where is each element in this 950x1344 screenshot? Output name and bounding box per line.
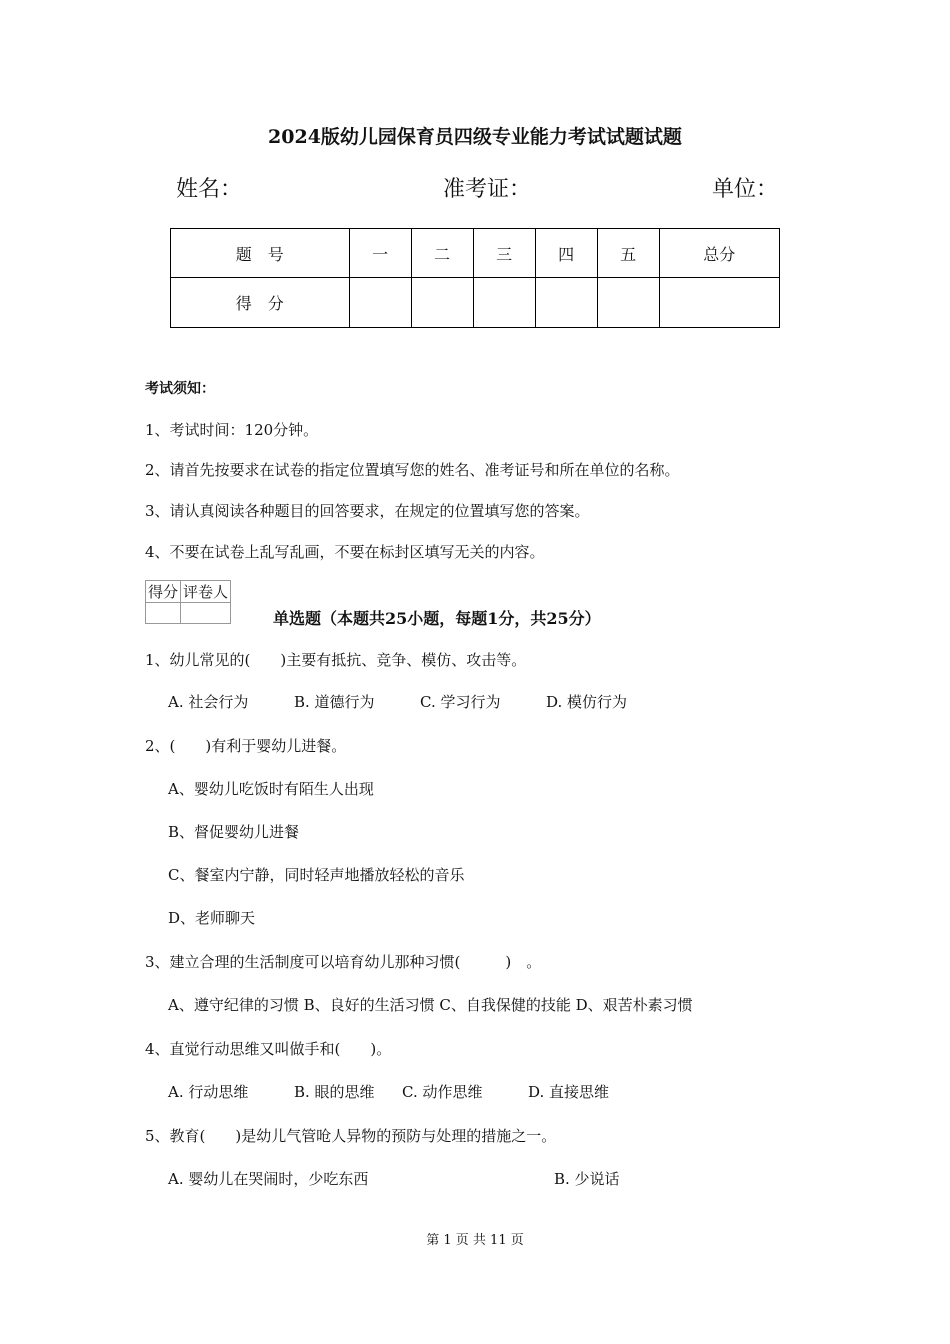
score-cell[interactable] xyxy=(597,278,659,328)
question-2: 2、( )有利于婴幼儿进餐。 xyxy=(145,737,347,755)
question-1: 1、幼儿常见的( )主要有抵抗、竞争、模仿、攻击等。 xyxy=(145,651,527,669)
q2-option-b: B、督促婴幼儿进餐 xyxy=(168,823,300,841)
grader-reviewer-cell[interactable] xyxy=(181,603,231,624)
question-5: 5、教育( )是幼儿气管呛人异物的预防与处理的措施之一。 xyxy=(145,1127,557,1145)
header-cell: 四 xyxy=(535,229,597,278)
q5-option-a: A. 婴幼儿在哭闹时，少吃东西 xyxy=(168,1170,369,1188)
question-3: 3、建立合理的生活制度可以培育幼儿那种习惯( ) 。 xyxy=(145,953,542,971)
header-cell: 总分 xyxy=(659,229,779,278)
page-footer: 第 1 页 共 11 页 xyxy=(426,1233,524,1248)
grader-score-label: 得分 xyxy=(146,581,181,603)
note-item: 1、考试时间：120分钟。 xyxy=(145,421,319,439)
note-item: 2、请首先按要求在试卷的指定位置填写您的姓名、准考证号和所在单位的名称。 xyxy=(145,461,680,479)
score-cell[interactable] xyxy=(535,278,597,328)
grader-score-cell[interactable] xyxy=(146,603,181,624)
q3-options: A、遵守纪律的习惯 B、良好的生活习惯 C、自我保健的技能 D、艰苦朴素习惯 xyxy=(168,996,693,1014)
score-table xyxy=(170,228,780,328)
header-cell: 一 xyxy=(349,229,411,278)
unit-field-label: 单位： xyxy=(712,177,779,202)
q4-option-a: A. 行动思维 xyxy=(168,1083,249,1101)
name-field-label: 姓名： xyxy=(176,177,243,202)
q5-option-b: B. 少说话 xyxy=(554,1170,620,1188)
q1-option-b: B. 道德行为 xyxy=(294,693,375,711)
score-cell[interactable] xyxy=(473,278,535,328)
notes-heading: 考试须知： xyxy=(145,381,215,397)
note-item: 3、请认真阅读各种题目的回答要求，在规定的位置填写您的答案。 xyxy=(145,502,590,520)
header-cell: 三 xyxy=(473,229,535,278)
q4-option-b: B. 眼的思维 xyxy=(294,1083,375,1101)
page-title: 2024版幼儿园保育员四级专业能力考试试题试题 xyxy=(268,126,682,148)
question-4: 4、直觉行动思维又叫做手和( )。 xyxy=(145,1040,392,1058)
header-cell: 题 号 xyxy=(171,229,350,278)
note-item: 4、不要在试卷上乱写乱画，不要在标封区填写无关的内容。 xyxy=(145,543,545,561)
exam-id-field-label: 准考证： xyxy=(443,177,532,202)
q2-option-a: A、婴幼儿吃饭时有陌生人出现 xyxy=(168,780,374,798)
score-table-score-row xyxy=(171,278,780,328)
header-cell: 五 xyxy=(597,229,659,278)
q4-option-d: D. 直接思维 xyxy=(528,1083,610,1101)
q2-option-d: D、老师聊天 xyxy=(168,909,256,927)
section-title: 单选题（本题共25小题，每题1分，共25分） xyxy=(273,609,601,628)
header-cell: 二 xyxy=(411,229,473,278)
q4-option-c: C. 动作思维 xyxy=(402,1083,483,1101)
score-cell[interactable] xyxy=(349,278,411,328)
grader-box xyxy=(145,580,231,624)
score-table-header-row xyxy=(171,229,780,278)
score-cell[interactable] xyxy=(659,278,779,328)
q1-option-a: A. 社会行为 xyxy=(168,693,249,711)
q2-option-c: C、餐室内宁静，同时轻声地播放轻松的音乐 xyxy=(168,866,465,884)
grader-reviewer-label: 评卷人 xyxy=(181,581,231,603)
row-label-cell: 得 分 xyxy=(171,278,350,328)
q1-option-c: C. 学习行为 xyxy=(420,693,501,711)
score-cell[interactable] xyxy=(411,278,473,328)
q1-option-d: D. 模仿行为 xyxy=(546,693,628,711)
